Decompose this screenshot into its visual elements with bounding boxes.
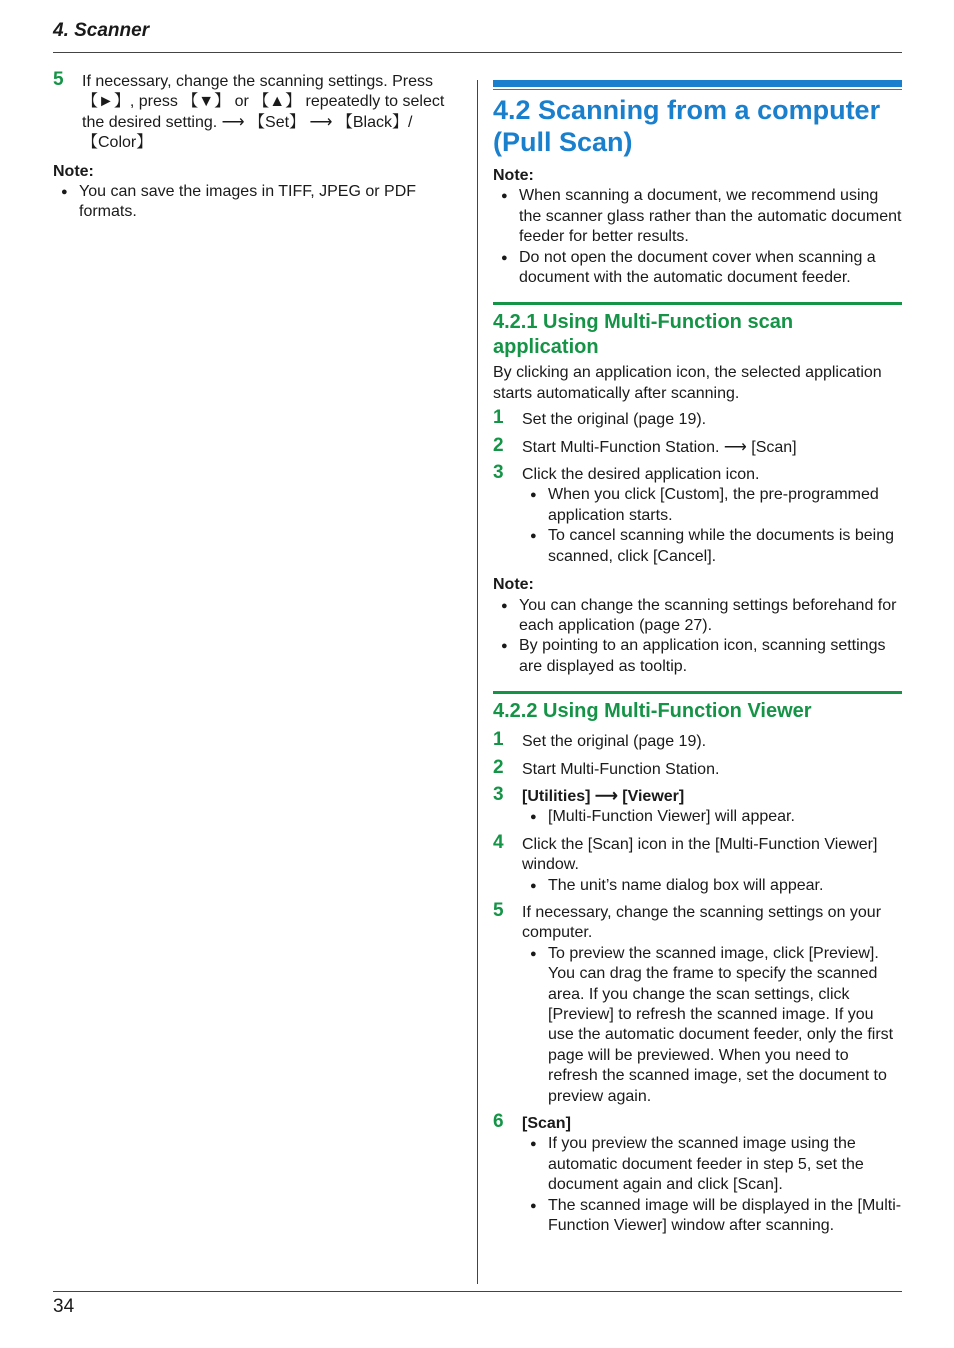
- step-text: Set the original (page 19).: [522, 733, 707, 751]
- step-4: [493, 831, 902, 896]
- step-bullet: ● To preview the scanned image, click [Preview]. You can drag the frame to specify the scanned area. If you change the scan settings, click [Preview] to refresh the scanned image. If you use the automatic document feeder, only the first page will be previewed. When you need to refresh the scanned image, set the document to preview again.: [522, 944, 902, 1107]
- step-number: 4: [493, 831, 504, 853]
- note-item: ● Do not open the document cover when scanning a document with the automatic document feeder.: [493, 248, 902, 289]
- header-rule: [53, 52, 902, 53]
- step-bullet: ● [Multi-Function Viewer] will appear.: [522, 807, 902, 827]
- step-bullet: ● When you click [Custom], the pre-programmed application starts.: [522, 485, 902, 526]
- step-6: [493, 1111, 902, 1236]
- step-bullet: ● To cancel scanning while the documents is being scanned, click [Cancel].: [522, 526, 902, 567]
- subsection-bar: [493, 691, 902, 694]
- step-1: [493, 729, 902, 752]
- step-text: Start Multi-Function Station.: [522, 760, 720, 778]
- note-heading: Note:: [493, 576, 534, 594]
- page-header-title: 4. Scanner: [53, 20, 150, 41]
- step-text: Click the desired application icon.: [522, 466, 760, 484]
- step-number: 5: [493, 899, 504, 921]
- column-divider: [477, 80, 478, 1284]
- step-3: [493, 462, 902, 567]
- note-item: ● When scanning a document, we recommend using the scanner glass rather than the automatic document feeder for better results.: [493, 186, 902, 247]
- right-column: [493, 80, 902, 1243]
- section-title-bar: [493, 80, 902, 87]
- step-number: 6: [493, 1111, 504, 1133]
- step-5: [493, 899, 902, 1107]
- step-number: 2: [493, 756, 504, 778]
- note-item: ● By pointing to an application icon, scanning settings are displayed as tooltip.: [493, 636, 902, 677]
- step-text: Start Multi-Function Station. ⟶ [Scan]: [522, 438, 797, 456]
- step-number: 2: [493, 434, 504, 456]
- step-bullet: ● The scanned image will be displayed in the [Multi-Function Viewer] window after scanning.: [522, 1196, 902, 1237]
- step-2: [493, 434, 902, 458]
- step-2: [493, 756, 902, 780]
- subsection-title: 4.2.2 Using Multi-Function Viewer: [493, 700, 812, 723]
- section-title-bar-thin: [493, 89, 902, 90]
- footer-rule: [53, 1291, 902, 1292]
- step-text: If necessary, change the scanning settings. Press 【►】, press 【▼】 or 【▲】 repeatedly to select the desired setting. ⟶ 【Set】 ⟶ 【Black】/【Color】: [82, 73, 445, 152]
- subsection-title: 4.2.1 Using Multi-Function scan application: [493, 311, 794, 359]
- note-heading: Note:: [53, 162, 94, 180]
- step-text: Click the [Scan] icon in the [Multi-Function Viewer] window.: [522, 835, 878, 874]
- step-number: 3: [493, 462, 504, 484]
- section-title: 4.2 Scanning from a computer (Pull Scan): [493, 95, 881, 157]
- step-bullet: ● If you preview the scanned image using the automatic document feeder in step 5, set the document again and click [Scan].: [522, 1134, 902, 1195]
- subsection-bar: [493, 302, 902, 305]
- note-item: ● You can change the scanning settings beforehand for each application (page 27).: [493, 596, 902, 637]
- step-number: 1: [493, 729, 504, 751]
- left-column: [53, 69, 453, 223]
- step-3: [493, 783, 902, 828]
- note-item: ● You can save the images in TIFF, JPEG or PDF formats.: [53, 182, 453, 223]
- note-heading: Note:: [493, 167, 534, 184]
- step-number: 5: [53, 69, 64, 90]
- step-bullet: ● The unit’s name dialog box will appear.: [522, 876, 902, 896]
- step-number: 3: [493, 783, 504, 805]
- step-text: Set the original (page 19).: [522, 411, 707, 429]
- page-number: 34: [53, 1296, 75, 1317]
- step-text: [Utilities] ⟶ [Viewer]: [522, 787, 685, 805]
- step-5-left: [53, 69, 453, 154]
- step-1: [493, 407, 902, 430]
- step-text: If necessary, change the scanning settings on your computer.: [522, 903, 882, 942]
- step-number: 1: [493, 407, 504, 429]
- intro-paragraph: By clicking an application icon, the selected application starts automatically after scanning.: [493, 364, 882, 402]
- step-text: [Scan]: [522, 1115, 571, 1133]
